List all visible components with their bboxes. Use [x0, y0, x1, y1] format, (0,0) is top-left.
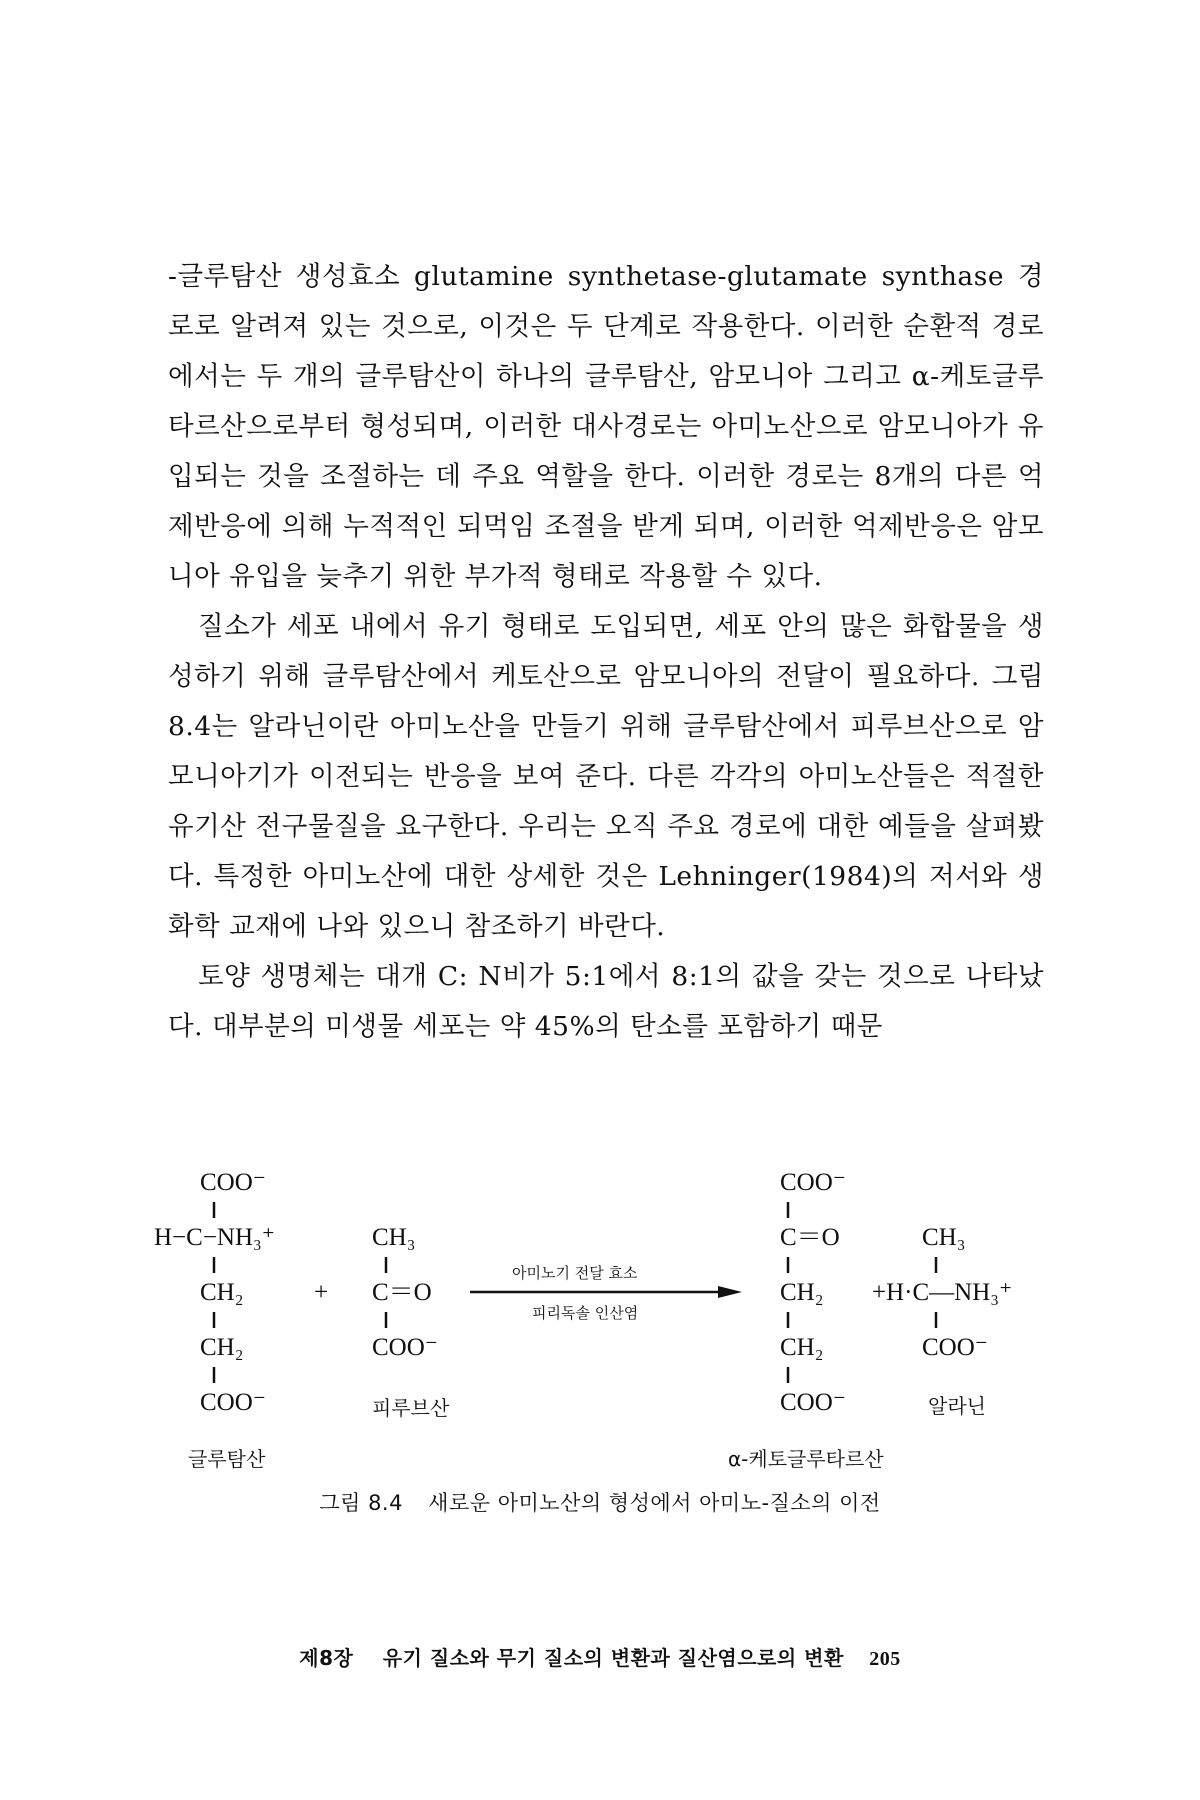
paragraph-3: 토양 생명체는 대개 C: N비가 5:1에서 8:1의 값을 갖는 것으로 나타났다. 대부분의 미생물 세포는 약 45%의 탄소를 포함하기 때문: [168, 961, 1044, 1042]
pyruvate-structure: [372, 1224, 450, 1420]
pyruvate-carbonyl: C＝O: [372, 1279, 432, 1306]
glutamate-structure: [154, 1169, 275, 1471]
reaction-arrow: [470, 1264, 742, 1322]
paragraph-2: 질소가 세포 내에서 유기 형태로 도입되면, 세포 안의 많은 화합물을 생성하기 위해 글루탐산에서 케토산으로 암모니아의 전달이 필요하다. 그림 8.4는 알라닌이란 아미노산을 만들기 위해 글루탐산에서 피루브산으로 암모니아기가 이전되는 반응을 보여 준다. 다른 각각의 아미노산들은 적절한 유기산 전구물질을 요구한다. 우리는 오직 주요 경로에 대한 예들을 살펴봤다. 특정한 아미노산에 대한 상세한 것은 Lehninger(1984)의 저서와 생화학 교재에 나와 있으니 참조하기 바란다.: [168, 611, 1044, 942]
paragraph-1: -글루탐산 생성효소 glutamine synthetase-glutamate synthase 경로로 알려져 있는 것으로, 이것은 두 단계로 작용한다. 이러한 순환적 경로에서는 두 개의 글루탐산이 하나의 글루탐산, 암모니아 그리고 α-케토글루타르산으로부터 형성되며, 이러한 대사경로는 아미노산으로 암모니아가 유입되는 것을 조절하는 데 주요 역할을 한다. 이러한 경로는 8개의 다른 억제반응에 의해 누적적인 되먹임 조절을 받게 되며, 이러한 억제반응은 암모니아 유입을 늦추기 위한 부가적 형태로 작용할 수 있다.: [168, 261, 1044, 592]
figure-caption-text: 새로운 아미노산의 형성에서 아미노-질소의 이전: [428, 1491, 881, 1515]
ketoglutarate-coo-top: COO⁻: [780, 1169, 846, 1196]
glutamate-label: 글루탐산: [188, 1447, 266, 1471]
page-number: 205: [869, 1648, 901, 1670]
alanine-coo: COO⁻: [922, 1334, 988, 1361]
pyruvate-coo: COO⁻: [372, 1334, 438, 1361]
glutamate-coo-bottom: COO⁻: [200, 1389, 266, 1416]
ketoglutarate-carbonyl: C＝O: [780, 1224, 840, 1251]
arrow-head: [718, 1286, 742, 1298]
glutamate-ch2-b: CH₂: [200, 1334, 244, 1361]
pyruvate-label: 피루브산: [372, 1396, 450, 1420]
arrow-cofactor-label: 피리독솔 인산염: [532, 1304, 639, 1322]
footer-chapter: 제8장: [299, 1646, 354, 1670]
footer-title: 유기 질소와 무기 질소의 변환과 질산염으로의 변환: [382, 1646, 844, 1670]
body-text: [168, 252, 1044, 1052]
alanine-structure: [872, 1224, 1012, 1418]
figure-caption: [0, 1487, 1200, 1517]
figure-reaction: [0, 1160, 1200, 1540]
glutamate-alpha-carbon: H−C−NH₃⁺: [154, 1224, 275, 1251]
ketoglutarate-label: α-케토글루타르산: [728, 1447, 884, 1471]
alanine-label: 알라닌: [928, 1394, 986, 1418]
plus-sign: +: [314, 1279, 329, 1306]
pyruvate-ch3: CH₃: [372, 1224, 416, 1251]
glutamate-coo-top: COO⁻: [200, 1169, 266, 1196]
reaction-diagram: [0, 1160, 1200, 1490]
ketoglutarate-structure: [728, 1169, 884, 1471]
ketoglutarate-ch2-b: CH₂: [780, 1334, 824, 1361]
alanine-alpha-carbon: +H·C—NH₃⁺: [872, 1279, 1013, 1306]
ketoglutarate-coo-bottom: COO⁻: [780, 1389, 846, 1416]
glutamate-ch2-a: CH₂: [200, 1279, 244, 1306]
figure-number: 그림 8.4: [319, 1491, 403, 1515]
ketoglutarate-ch2-a: CH₂: [780, 1279, 824, 1306]
arrow-enzyme-label: 아미노기 전달 효소: [512, 1264, 638, 1282]
alanine-ch3: CH₃: [922, 1224, 966, 1251]
running-footer: [0, 1642, 1200, 1671]
